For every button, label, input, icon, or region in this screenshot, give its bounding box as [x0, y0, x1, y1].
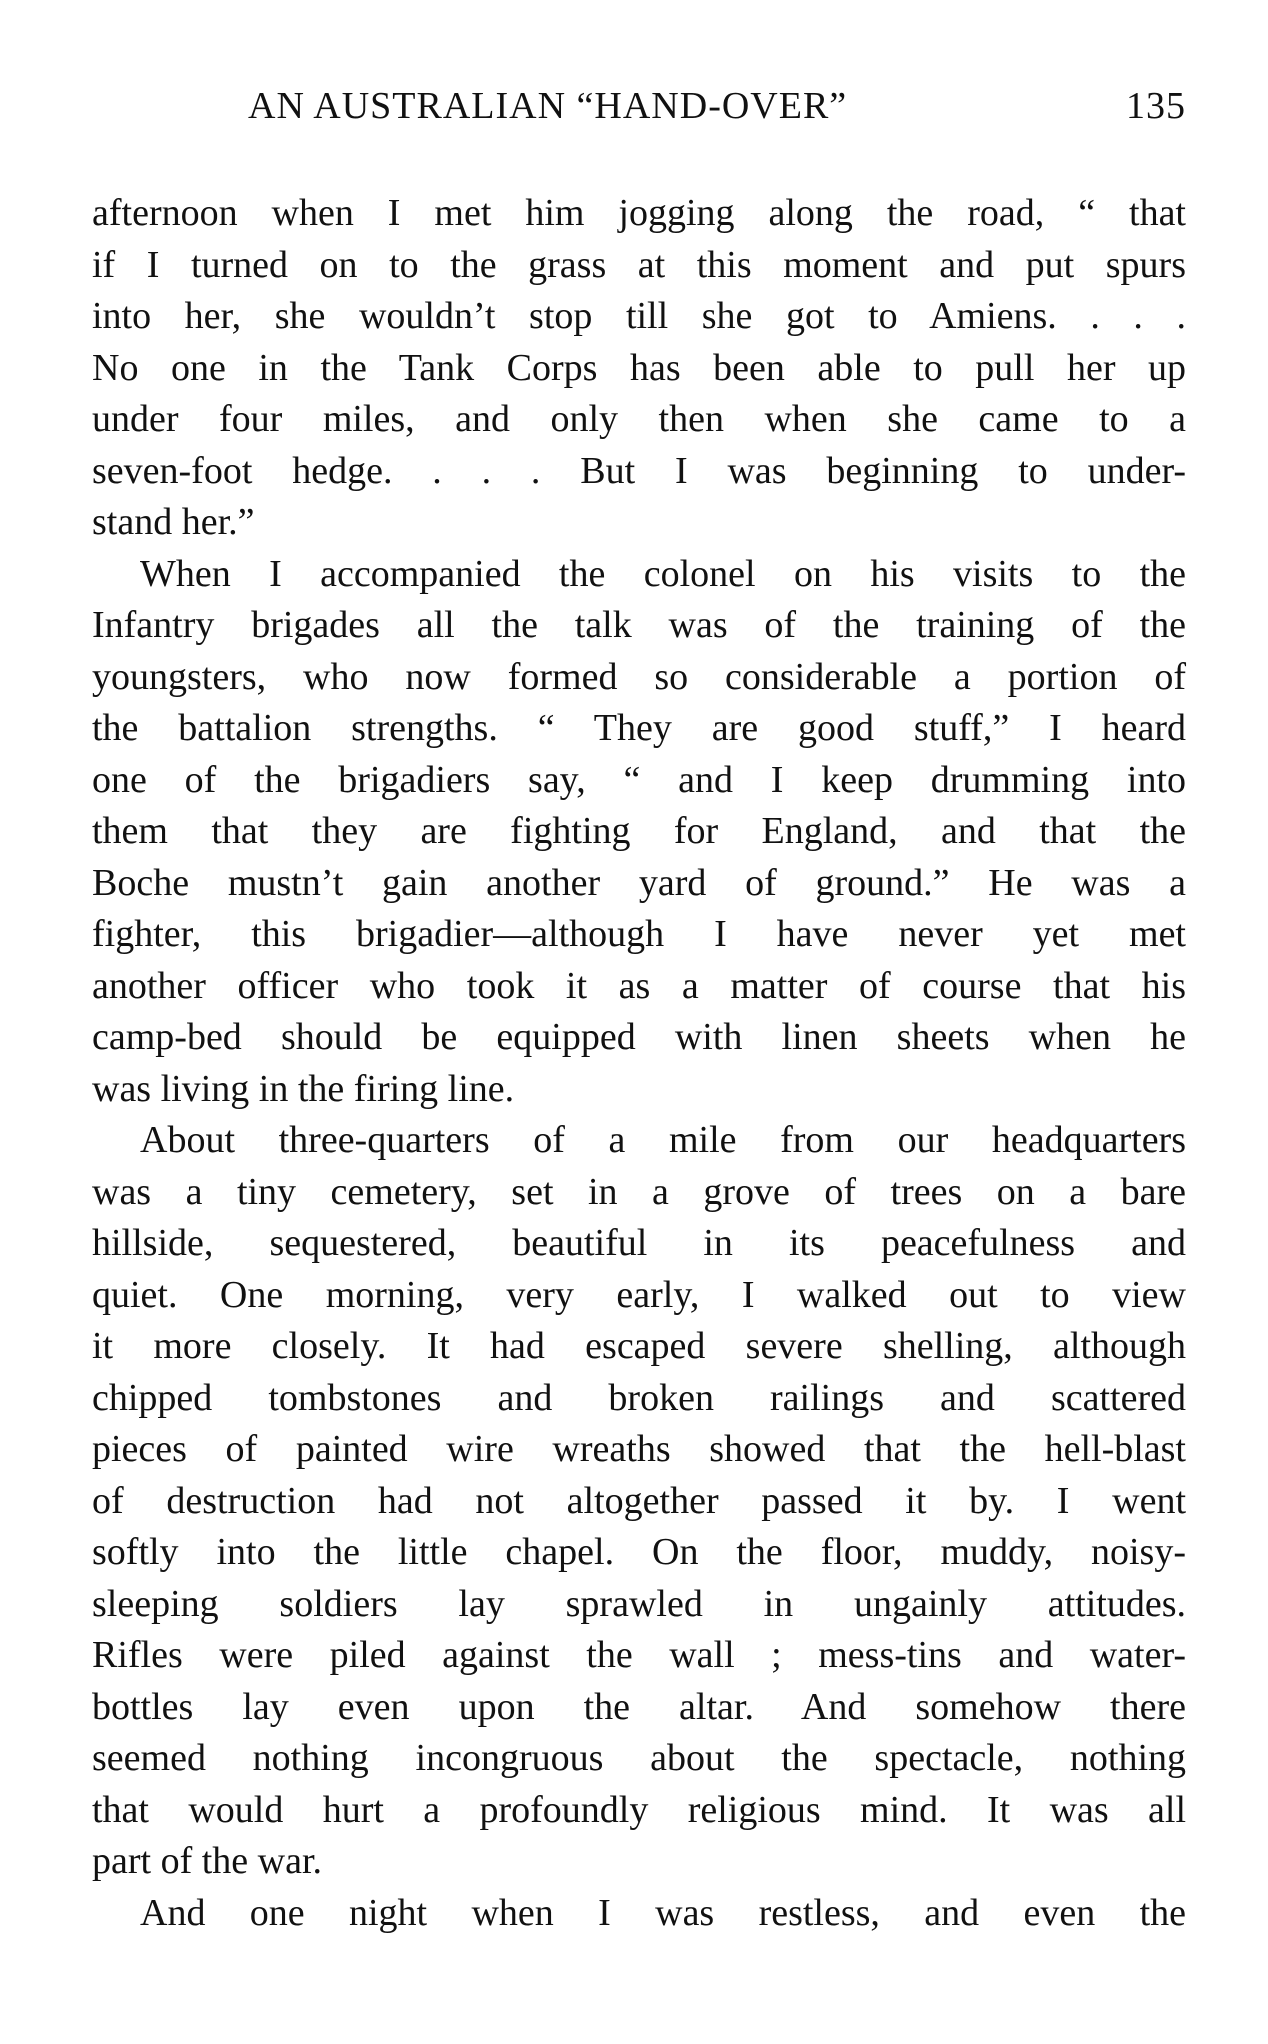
body-text — [92, 188, 1186, 1939]
running-head — [92, 84, 1186, 144]
running-title: AN AUSTRALIAN “HAND-OVER” — [248, 85, 848, 127]
paragraph — [92, 549, 1186, 1116]
text-line: sleeping soldiers lay sprawled in ungainly attitudes. — [92, 1582, 1186, 1625]
paragraph — [92, 1888, 1186, 1940]
text-line: Boche mustn’t gain another yard of ground.” He was a — [92, 861, 1186, 904]
text-line: of destruction had not altogether passed it by. I went — [92, 1479, 1186, 1522]
text-line: camp-bed should be equipped with linen sheets when he — [92, 1016, 1186, 1058]
paragraph — [92, 188, 1186, 549]
text-line: Rifles were piled against the wall ; mess-tins and water- — [92, 1634, 1186, 1676]
text-line: one of the brigadiers say, “ and I keep drumming into — [92, 758, 1186, 801]
text-line: About three-quarters of a mile from our headquarters — [140, 1119, 1186, 1161]
text-line: bottles lay even upon the altar. And somehow there — [92, 1685, 1186, 1728]
text-line: afternoon when I met him jogging along the road, “ that — [92, 192, 1186, 234]
text-line: seemed nothing incongruous about the spectacle, nothing — [92, 1737, 1186, 1779]
text-line: And one night when I was restless, and even the — [140, 1891, 1186, 1934]
text-line: No one in the Tank Corps has been able to pull her up — [92, 346, 1186, 389]
text-line: under four miles, and only then when she came to a — [92, 398, 1186, 440]
text-line: chipped tombstones and broken railings and scattered — [92, 1376, 1186, 1419]
text-line: quiet. One morning, very early, I walked out to view — [92, 1273, 1186, 1316]
text-line: pieces of painted wire wreaths showed that the hell-blast — [92, 1428, 1186, 1470]
text-line: that would hurt a profoundly religious mind. It was all — [92, 1788, 1186, 1831]
text-line: into her, she wouldn’t stop till she got to Amiens. . . . — [92, 295, 1186, 337]
text-line: part of the war. — [92, 1840, 323, 1882]
text-line: When I accompanied the colonel on his visits to the — [140, 552, 1186, 595]
text-line: was living in the firing line. — [92, 1067, 515, 1110]
text-line: another officer who took it as a matter of course that his — [92, 964, 1186, 1007]
text-line: stand her.” — [92, 501, 255, 543]
paragraph — [92, 1115, 1186, 1888]
text-line: was a tiny cemetery, set in a grove of trees on a bare — [92, 1170, 1186, 1213]
text-line: if I turned on to the grass at this moment and put spurs — [92, 243, 1186, 286]
page-number: 135 — [1126, 85, 1186, 127]
text-line: it more closely. It had escaped severe shelling, although — [92, 1325, 1186, 1367]
text-line: softly into the little chapel. On the floor, muddy, noisy- — [92, 1531, 1186, 1573]
text-line: hillside, sequestered, beautiful in its peacefulness and — [92, 1222, 1186, 1264]
text-line: fighter, this brigadier—although I have never yet met — [92, 913, 1186, 955]
text-line: seven-foot hedge. . . . But I was beginning to under- — [92, 449, 1186, 492]
text-line: Infantry brigades all the talk was of the training of the — [92, 604, 1186, 646]
text-line: the battalion strengths. “ They are good stuff,” I heard — [92, 707, 1186, 749]
text-line: youngsters, who now formed so considerable a portion of — [92, 655, 1186, 698]
text-line: them that they are fighting for England, and that the — [92, 810, 1186, 852]
